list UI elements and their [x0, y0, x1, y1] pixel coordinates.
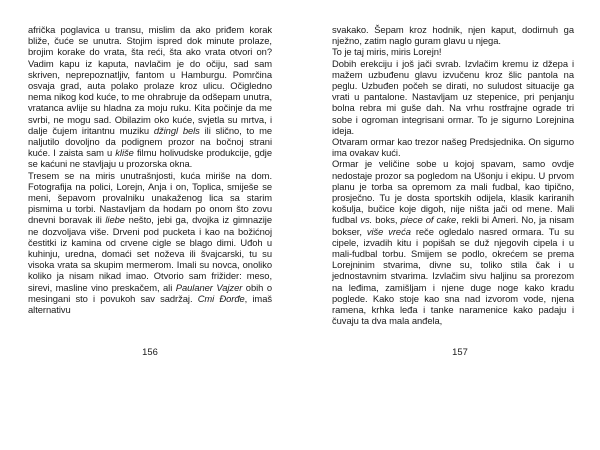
- text-run: svakako. Šepam kroz hodnik, njen kaput, dodirnuh ga nježno, zatim naglo guram glavu u njega.: [332, 24, 574, 47]
- italic-text-run: liebe: [105, 214, 125, 226]
- text-run: , rekli bi Ameri. No, ja nisam bokser,: [332, 214, 574, 237]
- text-run: Ormar je veličine sobe u kojoj spavam, samo ovdje nedostaje prozor sa pogledom na Ušonju i ekipu. U prvom planu je torba sa opremom za mali fudbal, kao tipično, prosječno. Tu je dosta sportskih odijela, klasik kariranih košulja, bučice koje digoh, nije ništa jači od mene. Mali fudbal: [332, 158, 574, 226]
- text-run: Dobih erekciju i još jači svrab. Izvlačim kremu iz džepa i mažem uzbuđenu glavu izvučenu kroz šlic pantola na peglu. Uzbuđen počeh se dirati, no suludost situacije ga vrati u pantalone. Nastavljam uz stepenice, pri penjanju bolna rebra mi guše dah. Na vrhu rostfrajne ograde tri sobe i ogroman integrisani ormar. To je sigurno Lorejnina ideja.: [332, 57, 574, 136]
- paragraph: [332, 158, 574, 326]
- text-run: Otvaram ormar kao trezor našeg Predsjednika. On sigurno ima ovakav kući.: [332, 136, 574, 159]
- italic-text-run: više vreća: [366, 225, 411, 237]
- text-run: boks,: [372, 214, 401, 226]
- italic-text-run: vs.: [360, 214, 373, 226]
- paragraph: [332, 24, 574, 46]
- right-page-text: [332, 24, 574, 326]
- text-run: obih o mesingani sto i povukoh sav sadržaj.: [28, 281, 272, 304]
- text-run: , imaš alternativu: [28, 292, 272, 316]
- text-run: reče ogledalo nasred ormara. Tu su cipele, izvadih kitu i popišah se duž njegovih cipela i u mali-fudbal torbu. Smijem se podlo, okrećem se prema Lorejninim stvarima, divne su, toliko stila čak i u jednostavnim stvarima. Izvlačim sivu haljinu sa prorezom na leđima, zamišljam i njene duge noge kako kradu poglede. Kako stoje kao sna nad izvorom vode, njena ramena, krhka leđa i tanke naramenice kako padaju i čuvaju ta dva mala anđela,: [332, 225, 574, 327]
- text-run: filmu holivudske produkcije, gdje se kaćuni ne stavljaju u prozorska okna.: [28, 147, 272, 170]
- paragraph: [332, 58, 574, 136]
- right-page: [300, 0, 600, 450]
- page-number-left: 156: [142, 346, 158, 357]
- text-run: Tresem se na miris unutrašnjosti, kuća miriše na dom. Fotografija na polici, Lorejn, Anja i on, Toplica, smiješe se meni, šepavom provalniku unakaženog lica sa starim pismima u torbi. Nastavljam da hodam po onom što zovu dnevni boravak ili: [28, 169, 272, 226]
- italic-text-run: Cmi Đorđe: [197, 292, 245, 304]
- italic-text-run: džingl bels: [153, 124, 200, 136]
- text-run: nešto, jebi ga, dvojka iz gimnazije ne dozvoljava više. Drveni pod pucketa i kao na božićnoj čestitki iz kamina od crvene cigle se blago dimi. Uđoh u kuhinju, uredna, domaći set noževa ili švajcarski, tu su visoka vrata sa skupim mermerom. Imali su novca, onoliko koliko ja nisam nikad imao. Otvorio sam frižider: meso, sirevi, masline vino preskačem, ali: [28, 214, 273, 293]
- paragraph: [332, 46, 574, 57]
- text-run: To je taj miris, miris Lorejn!: [332, 46, 442, 58]
- paragraph: [28, 24, 272, 170]
- page-number-right: 157: [452, 346, 468, 357]
- left-page-text: [28, 24, 272, 315]
- italic-text-run: piece of cake: [400, 214, 457, 226]
- text-run: afrička poglavica u transu, mislim da ako priđem korak bliže, čuće se unutra. Stojim ispred dok minute prolaze, brojim korake do vrata, šta reći, šta ako vrata otvori on? Vadim kapu iz kaputa, navlačim je do očiju, sad sam skriven, neprepoznatljiv, fantom u Hamburgu. Pomrčina osvaja grad, auta polako prolaze kroz ulicu. Očigledno nema nikog kod kuće, to me ohrabruje da odšepam unutra, vratanca avlije su hladna za moju ruku. Kita počinje da me svrbi, ne mogu sad. Obilazim oko kuće, svjetla su mrtva, i dalje čujem iritantnu muziku: [28, 24, 272, 136]
- paragraph: [28, 170, 272, 316]
- paragraph: [332, 136, 574, 158]
- text-run: ili slično, to me naljutilo dovoljno da podignem prozor na bočnoj strani kuće. I zaista sam u: [28, 124, 272, 159]
- italic-text-run: kliše: [115, 147, 134, 159]
- italic-text-run: Paulaner Vajzer: [175, 281, 243, 293]
